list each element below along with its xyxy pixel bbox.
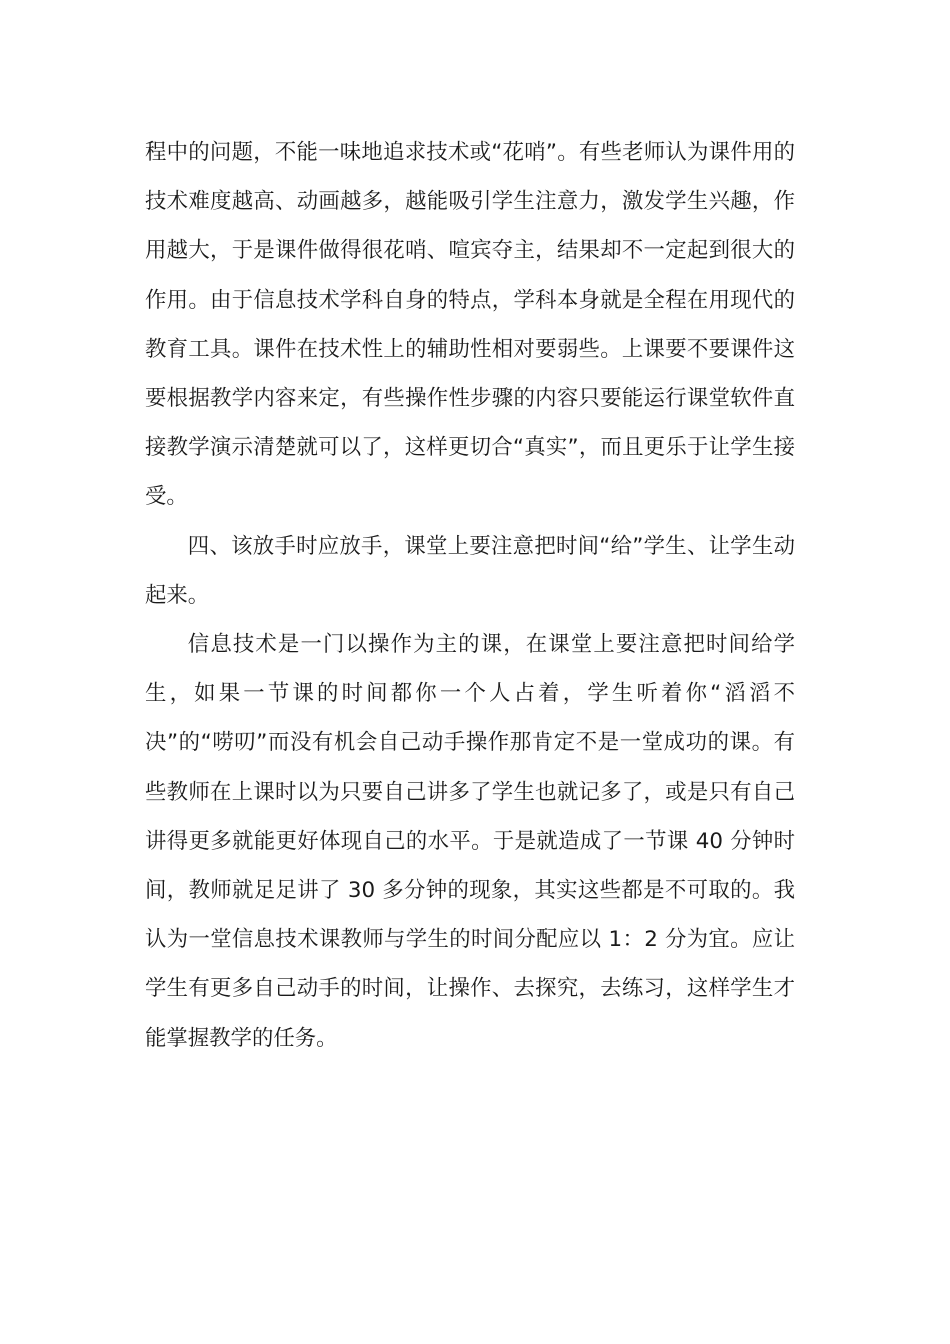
paragraph-continuation: 程中的问题，不能一味地追求技术或“花哨”。有些老师认为课件用的技术难度越高、动画越多，越能吸引学生注意力，激发学生兴趣，作用越大，于是课件做得很花哨、喧宾夺主，结果却不一定起到很大的作用。由于信息技术学科自身的特点，学科本身就是全程在用现代的教育工具。课件在技术性上的辅助性相对要弱些。上课要不要课件这要根据教学内容来定，有些操作性步骤的内容只要能运行课堂软件直接教学演示清楚就可以了，这样更切合“真实”，而且更乐于让学生接受。 [145, 140, 795, 510]
document-body [145, 128, 795, 1063]
paragraph-section-four-heading: 四、该放手时应放手，课堂上要注意把时间“给”学生、让学生动起来。 [145, 533, 795, 608]
paragraph-section-four-body: 信息技术是一门以操作为主的课，在课堂上要注意把时间给学生，如果一节课的时间都你一个人占着，学生听着你“滔滔不决”的“唠叨”而没有机会自己动手操作那肯定不是一堂成功的课。有些教师在上课时以为只要自己讲多了学生也就记多了，或是只有自己讲得更多就能更好体现自己的水平。于是就造成了一节课 40 分钟时间，教师就足足讲了 30 多分钟的现象，其实这些都是不可取的。我认为一堂信息技术课教师与学生的时间分配应以 1：2 分为宜。应让学生有更多自己动手的时间，让操作、去探究，去练习，这样学生才能掌握教学的任务。 [145, 632, 795, 1051]
